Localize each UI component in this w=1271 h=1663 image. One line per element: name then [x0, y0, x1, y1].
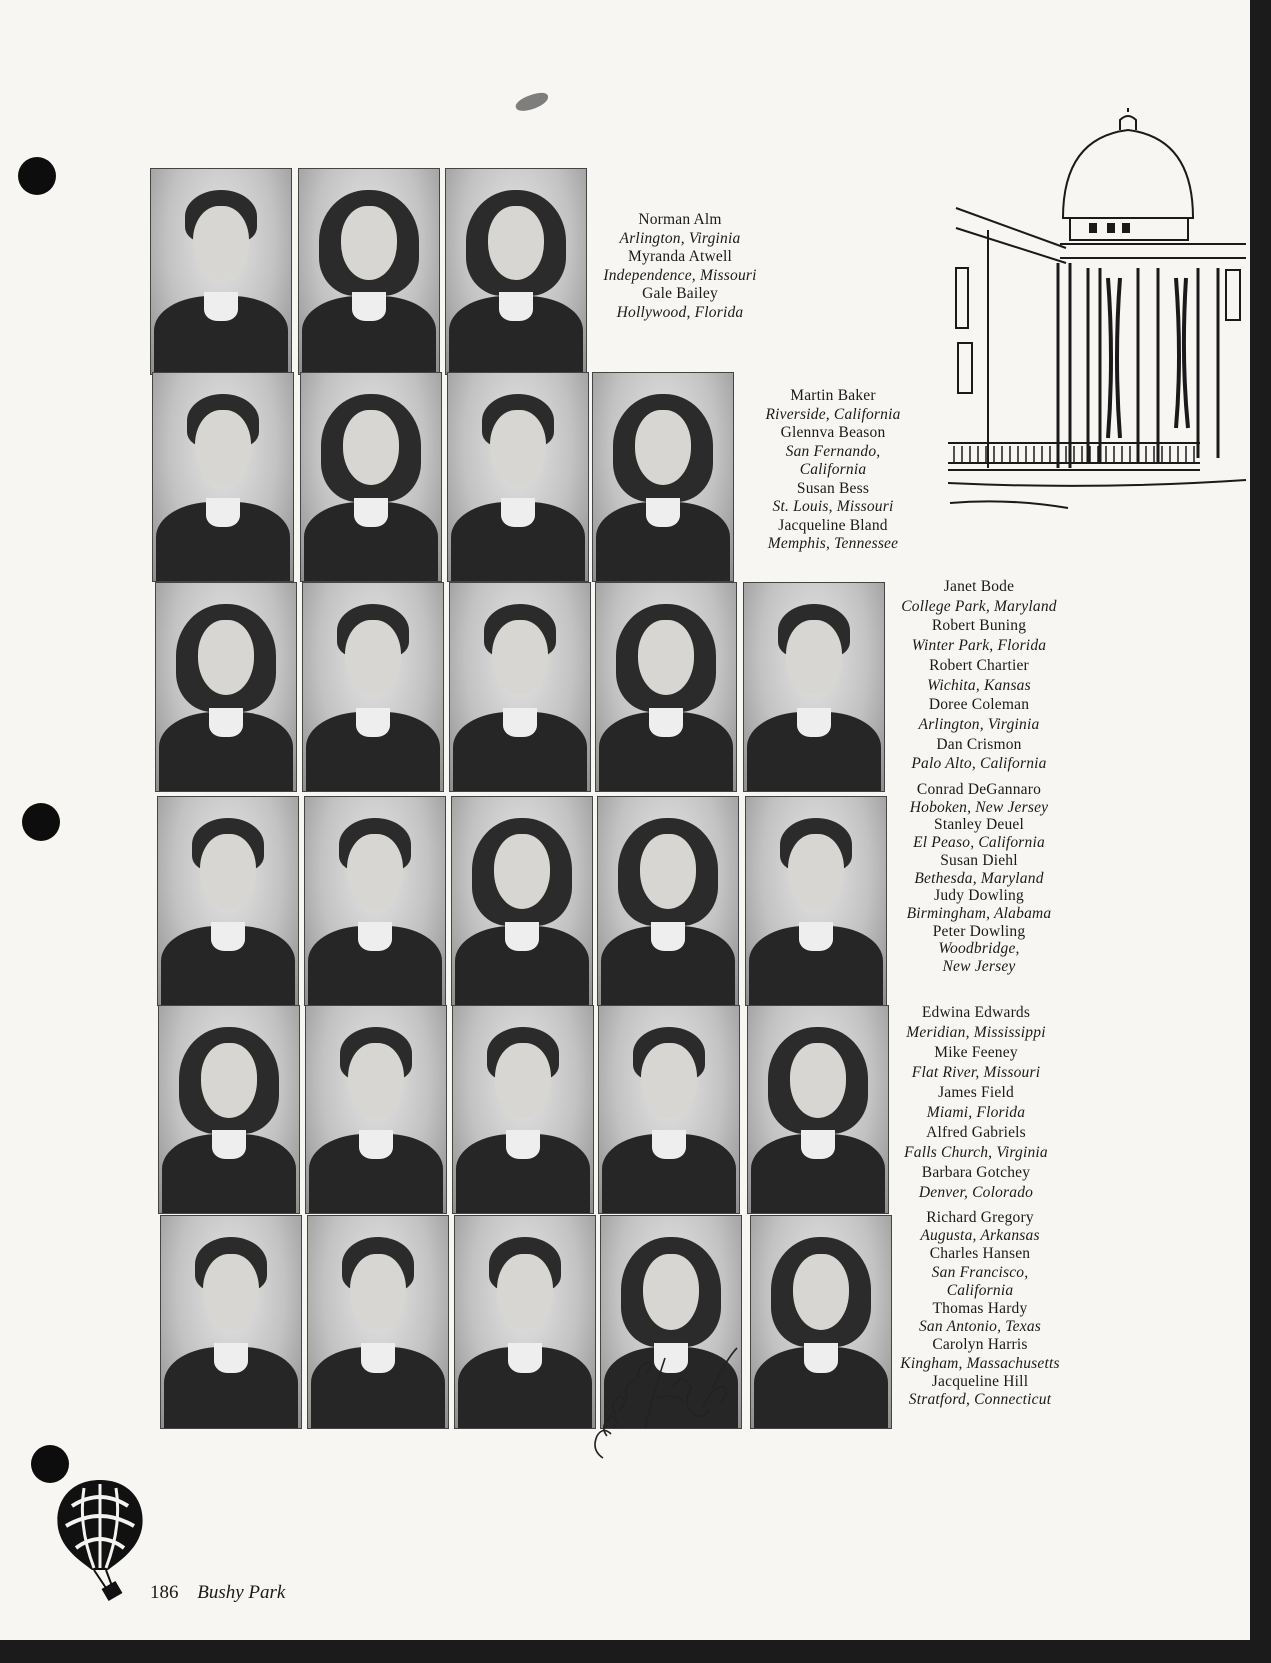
student-portrait-photo — [298, 168, 440, 375]
student-hometown: San Fernando, California — [785, 442, 881, 478]
student-name: Edwina Edwards — [921, 1004, 1031, 1021]
student-portrait-photo — [745, 796, 887, 1006]
student-name: Glennva Beason — [780, 424, 886, 441]
student-portrait-photo — [747, 1005, 889, 1214]
student-hometown: Arlington, Virginia — [918, 715, 1040, 733]
student-portrait-photo — [750, 1215, 892, 1429]
page-number: 186 — [150, 1582, 179, 1603]
student-name: Myranda Atwell — [628, 248, 732, 265]
student-hometown: Independence, Missouri — [603, 266, 757, 284]
student-portrait-photo — [304, 796, 446, 1006]
student-hometown: Augusta, Arkansas — [920, 1227, 1040, 1245]
student-name: Doree Coleman — [928, 696, 1030, 714]
student-portrait-photo — [445, 168, 587, 375]
student-hometown: Bethesda, Maryland — [914, 869, 1044, 887]
student-hometown: Falls Church, Virginia — [904, 1144, 1048, 1161]
student-hometown: Hoboken, New Jersey — [909, 798, 1049, 816]
name-block-row-5 — [872, 1003, 1080, 1203]
student-hometown: Woodbridge, New Jersey — [938, 940, 1020, 976]
student-name: Jacqueline Hill — [931, 1372, 1029, 1390]
student-portrait-photo — [155, 582, 297, 792]
student-name: Gale Bailey — [642, 285, 718, 302]
student-portrait-photo — [300, 372, 442, 582]
student-hometown: Palo Alto, California — [911, 755, 1047, 773]
student-name: Norman Alm — [638, 211, 722, 228]
hot-air-balloon-icon — [50, 1476, 150, 1606]
student-portrait-photo — [454, 1215, 596, 1429]
student-hometown: Hollywood, Florida — [616, 303, 744, 321]
student-name: Charles Hansen — [929, 1245, 1031, 1263]
student-portrait-photo — [157, 796, 299, 1006]
student-name: Robert Chartier — [929, 656, 1029, 674]
student-hometown: Denver, Colorado — [918, 1184, 1034, 1201]
student-name: Judy Dowling — [934, 887, 1024, 905]
student-name: Stanley Deuel — [934, 816, 1024, 834]
handwritten-signature — [585, 1318, 745, 1468]
student-portrait-photo — [598, 1005, 740, 1214]
student-hometown: Birmingham, Alabama — [906, 904, 1052, 922]
student-hometown: San Antonio, Texas — [918, 1318, 1041, 1336]
student-name: Carolyn Harris — [932, 1336, 1028, 1354]
student-portrait-photo — [158, 1005, 300, 1214]
student-portrait-photo — [452, 1005, 594, 1214]
student-hometown: Memphis, Tennessee — [767, 535, 899, 552]
capitol-building-illustration — [948, 108, 1248, 528]
student-portrait-photo — [743, 582, 885, 792]
student-hometown: Kingham, Massachusetts — [900, 1354, 1060, 1372]
scan-border-bottom — [0, 1640, 1271, 1663]
yearbook-title: Bushy Park — [197, 1582, 286, 1603]
student-portrait-photo — [451, 796, 593, 1006]
student-name: James Field — [938, 1084, 1014, 1101]
binder-hole-top — [18, 157, 56, 195]
name-block-row-2 — [748, 387, 918, 554]
name-block-row-3 — [882, 577, 1076, 774]
page-footer — [150, 1582, 285, 1604]
student-name: Peter Dowling — [932, 922, 1026, 940]
student-name: Martin Baker — [790, 387, 876, 404]
student-portrait-photo — [449, 582, 591, 792]
student-portrait-photo — [597, 796, 739, 1006]
student-name: Mike Feeney — [934, 1044, 1018, 1061]
student-hometown: El Peaso, California — [913, 834, 1045, 852]
student-name: Susan Bess — [796, 479, 870, 497]
name-block-row-6 — [880, 1209, 1080, 1409]
student-portrait-photo — [307, 1215, 449, 1429]
student-hometown: Stratford, Connecticut — [908, 1391, 1052, 1409]
student-name: Thomas Hardy — [932, 1300, 1028, 1318]
student-name: Dan Crismon — [936, 735, 1022, 753]
student-hometown: Miami, Florida — [926, 1104, 1026, 1121]
student-name: Janet Bode — [943, 578, 1015, 595]
student-hometown: San Francisco, California — [931, 1263, 1029, 1299]
student-portrait-photo — [152, 372, 294, 582]
student-portrait-photo — [302, 582, 444, 792]
student-portrait-photo — [160, 1215, 302, 1429]
student-hometown: Meridian, Mississippi — [906, 1024, 1046, 1041]
binder-hole-middle — [22, 803, 60, 841]
student-name: Richard Gregory — [926, 1209, 1034, 1226]
student-portrait-photo — [595, 582, 737, 792]
student-hometown: Wichita, Kansas — [927, 676, 1031, 694]
student-portrait-photo — [447, 372, 589, 582]
student-hometown: Winter Park, Florida — [911, 637, 1047, 655]
student-name: Alfred Gabriels — [926, 1124, 1026, 1141]
student-hometown: Flat River, Missouri — [911, 1064, 1041, 1081]
scan-border-right — [1250, 0, 1271, 1663]
student-portrait-photo — [150, 168, 292, 375]
student-hometown: Riverside, California — [765, 405, 901, 423]
student-portrait-photo — [305, 1005, 447, 1214]
student-name: Jacqueline Bland — [778, 516, 888, 534]
student-portrait-photo — [592, 372, 734, 582]
student-hometown: Arlington, Virginia — [619, 229, 741, 247]
student-name: Susan Diehl — [940, 851, 1018, 869]
name-block-row-1 — [590, 211, 770, 322]
student-hometown: College Park, Maryland — [901, 597, 1057, 615]
student-name: Robert Buning — [931, 617, 1027, 635]
student-name: Conrad DeGannaro — [916, 781, 1042, 798]
name-block-row-4 — [886, 781, 1072, 976]
student-hometown: St. Louis, Missouri — [772, 498, 894, 515]
student-name: Barbara Gotchey — [921, 1164, 1031, 1181]
